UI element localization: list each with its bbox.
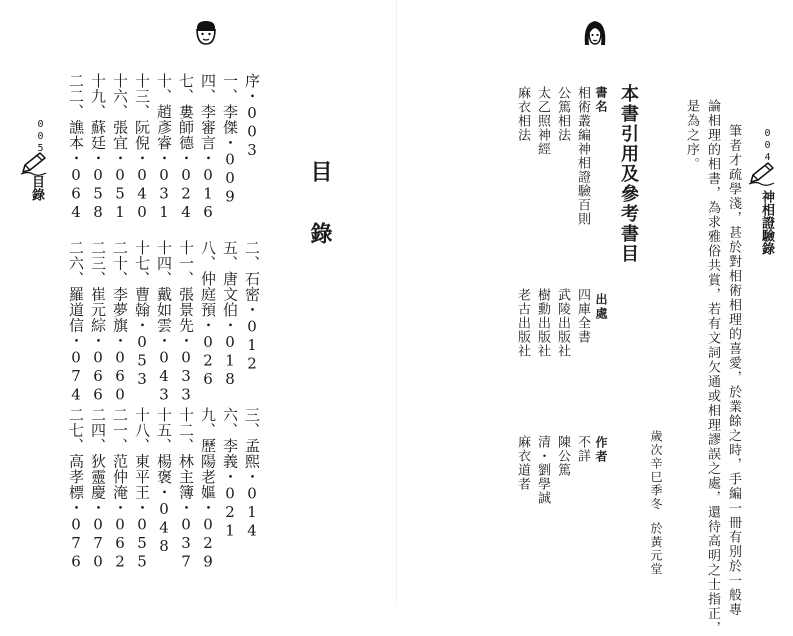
toc-entry[interactable]: 二十、李夢旗・060 bbox=[111, 240, 129, 404]
toc-entry[interactable]: 十七、曹翰・053 bbox=[133, 240, 151, 389]
ref-header-author: 作者 bbox=[594, 436, 608, 464]
toc-entry[interactable]: 十三、阮倪・040 bbox=[133, 73, 151, 222]
toc-entry[interactable]: 二三、崔元綜・066 bbox=[89, 240, 107, 404]
ref-title: 麻衣相法 bbox=[515, 86, 530, 142]
toc-entry[interactable]: 二二、譙本・064 bbox=[67, 73, 85, 222]
toc-entry[interactable]: 十、趙彥睿・031 bbox=[155, 73, 173, 222]
toc-entry[interactable]: 二、石密・012 bbox=[243, 240, 261, 373]
ref-author: 不詳 bbox=[575, 435, 590, 463]
ref-author: 陳公篤 bbox=[555, 435, 570, 477]
ref-author: 清・劉學誠 bbox=[535, 435, 550, 505]
toc-entry[interactable]: 十四、戴如雲・043 bbox=[155, 240, 173, 404]
toc-entry[interactable]: 二四、狄靈慶・070 bbox=[89, 407, 107, 571]
boy-face-icon bbox=[192, 17, 220, 47]
ref-header-title: 書名 bbox=[594, 86, 608, 114]
right-page-number: 004 bbox=[762, 128, 773, 164]
toc-entry[interactable]: 五、唐文伯・018 bbox=[221, 240, 239, 389]
girl-face-icon bbox=[581, 17, 609, 49]
toc-entry[interactable]: 十八、東平王・055 bbox=[133, 407, 151, 571]
preface-date: 歲次辛巳季冬 bbox=[649, 430, 663, 511]
preface-line: 是為之序。 bbox=[684, 99, 699, 172]
ref-publisher: 樹勳出版社 bbox=[535, 288, 550, 358]
preface-line: 論相理的相書，為求雅俗共賞，若有文詞欠通或相理謬誤之處，還待高明之士指正， bbox=[705, 99, 720, 636]
toc-entry[interactable]: 六、李義・021 bbox=[221, 407, 239, 540]
toc-entry[interactable]: 二七、高孝標・076 bbox=[67, 407, 85, 571]
toc-entry[interactable]: 十六、張宜・051 bbox=[111, 73, 129, 222]
ref-publisher: 四庫全書 bbox=[575, 288, 590, 344]
references-title: 本書引用及參考書目 bbox=[618, 84, 639, 264]
toc-entry[interactable]: 七、婁師德・024 bbox=[177, 73, 195, 222]
toc-entry[interactable]: 十九、蘇廷・058 bbox=[89, 73, 107, 222]
toc-entry[interactable]: 八、仲庭預・026 bbox=[199, 240, 217, 389]
toc-entry[interactable]: 十一、張景先・033 bbox=[177, 240, 195, 404]
ref-title: 相術叢編神相證驗百則 bbox=[575, 86, 590, 226]
pencil-icon bbox=[747, 160, 777, 186]
ref-title: 太乙照神經 bbox=[535, 86, 550, 156]
toc-entry[interactable]: 二一、范仲淹・062 bbox=[111, 407, 129, 571]
toc-entry[interactable]: 序・003 bbox=[243, 73, 261, 160]
toc-entry[interactable]: 九、歷陽老嫗・029 bbox=[199, 407, 217, 571]
ref-publisher: 老古出版社 bbox=[515, 288, 530, 358]
ref-header-publisher: 出處 bbox=[594, 293, 608, 321]
ref-author: 麻衣道者 bbox=[515, 435, 530, 491]
book-spine bbox=[396, 0, 397, 605]
toc-entry[interactable]: 四、李審言・016 bbox=[199, 73, 217, 222]
toc-title: 目錄 bbox=[307, 160, 333, 284]
toc-entry[interactable]: 二六、羅道信・074 bbox=[67, 240, 85, 404]
toc-entry[interactable]: 十五、楊褒・048 bbox=[155, 407, 173, 556]
ref-publisher: 武陵出版社 bbox=[555, 288, 570, 358]
toc-entry[interactable]: 十二、林主簿・037 bbox=[177, 407, 195, 571]
preface-place: 於黃元堂 bbox=[649, 522, 663, 576]
right-running-head: 神相證驗錄 bbox=[759, 190, 774, 255]
left-running-head: 目錄 bbox=[29, 175, 44, 201]
preface-line: 筆者才疏學淺，甚於對相術相理的喜愛，於業餘之時，手編一冊有別於一般專 bbox=[726, 124, 741, 617]
toc-entry[interactable]: 三、孟熙・014 bbox=[243, 407, 261, 540]
toc-entry[interactable]: 一、李傑・009 bbox=[221, 73, 239, 206]
left-page-number: 005 bbox=[35, 119, 46, 155]
ref-title: 公篤相法 bbox=[555, 86, 570, 142]
pencil-icon bbox=[19, 150, 49, 176]
